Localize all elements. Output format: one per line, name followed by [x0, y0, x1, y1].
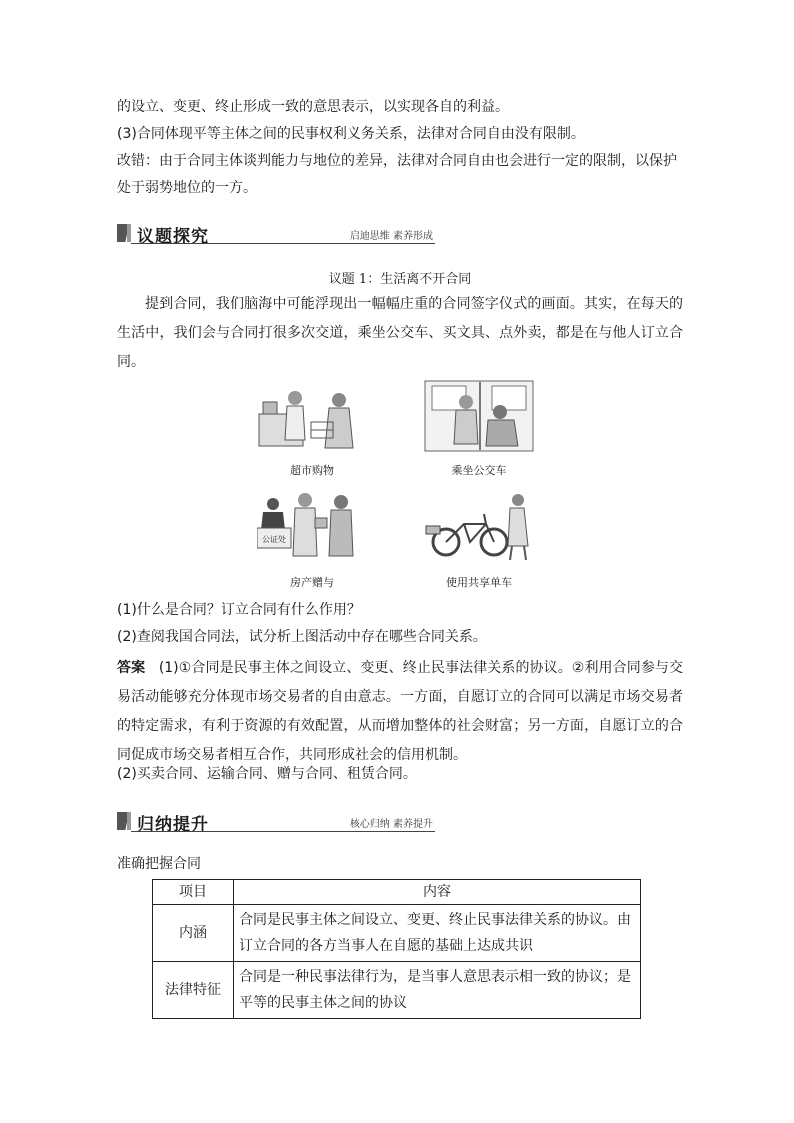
- table-row: [153, 962, 641, 1019]
- section-marker-icon: [127, 224, 131, 242]
- intro-line: 改错：由于合同主体谈判能力与地位的差异，法律对合同自由也会进行一定的限制，以保护: [117, 153, 677, 169]
- intro-line: 的设立、变更、终止形成一致的意思表示，以实现各自的利益。: [117, 99, 509, 115]
- table-header-row: [153, 880, 641, 905]
- table-cell-item: 内涵: [153, 905, 234, 962]
- section-rule: [131, 831, 435, 832]
- question-2: (2)查阅我国合同法，试分析上图活动中存在哪些合同关系。: [117, 629, 487, 645]
- topic-paragraph: 提到合同，我们脑海中可能浮现出一幅幅庄重的合同签字仪式的画面。其实，在每天的生活中，我们会与合同打很多次交道，乘坐公交车、买文具、点外卖，都是在与他人订立合同。: [117, 296, 683, 370]
- figure-caption: 乘坐公交车: [451, 464, 507, 477]
- supermarket-shopping-illustration: [257, 382, 367, 454]
- bus-ride-illustration: [424, 380, 534, 452]
- section-header-explore: [117, 222, 435, 247]
- section-subtitle: 启迪思维 素养形成: [349, 231, 433, 242]
- answer-2: (2)买卖合同、运输合同、赠与合同、租赁合同。: [117, 766, 417, 782]
- section-marker-icon: [127, 812, 131, 830]
- table-cell-item: 法律特征: [153, 962, 234, 1019]
- table-cell-content: 合同是民事主体之间设立、变更、终止民事法律关系的协议。由订立合同的各方当事人在自愿的基础上达成共识: [234, 905, 641, 962]
- answer-1: (1)①合同是民事主体之间设立、变更、终止民事法律关系的协议。②利用合同参与交易活动能够充分体现市场交易者的自由意志。一方面，自愿订立的合同可以满足市场交易者的特定需求，有利于资源的有效配置，从而增加整体的社会财富；另一方面，自愿订立的合同促成市场交易者相互合作，共同形成社会的信用机制。: [117, 660, 683, 763]
- section-rule: [131, 243, 435, 244]
- summary-heading: 准确把握合同: [117, 856, 201, 872]
- section-subtitle: 核心归纳 素养提升: [349, 819, 433, 830]
- answer-label: 答案: [117, 660, 146, 676]
- section-title: 议题探究: [137, 227, 209, 247]
- property-gift-illustration: [257, 490, 367, 562]
- table-header-cell: 项目: [153, 880, 234, 905]
- section-header-summary: [117, 810, 435, 835]
- notary-sign-text: 公证处: [262, 535, 286, 544]
- figure-caption: 超市购物: [290, 464, 334, 477]
- question-1: (1)什么是合同？订立合同有什么作用？: [117, 602, 361, 618]
- shared-bike-illustration: [424, 490, 534, 562]
- table-header-cell: 内容: [234, 880, 641, 905]
- table-row: [153, 905, 641, 962]
- figure-caption: 使用共享单车: [446, 576, 512, 589]
- topic-heading: 议题 1：生活离不开合同: [328, 272, 472, 287]
- summary-table: [152, 879, 641, 1019]
- figure-caption: 房产赠与: [290, 576, 334, 589]
- intro-line: (3)合同体现平等主体之间的民事权利义务关系，法律对合同自由没有限制。: [117, 126, 585, 142]
- intro-line: 处于弱势地位的一方。: [117, 180, 257, 196]
- answer-block: [117, 654, 683, 770]
- table-cell-content: 合同是一种民事法律行为，是当事人意思表示相一致的协议；是平等的民事主体之间的协议: [234, 962, 641, 1019]
- section-title: 归纳提升: [137, 815, 209, 835]
